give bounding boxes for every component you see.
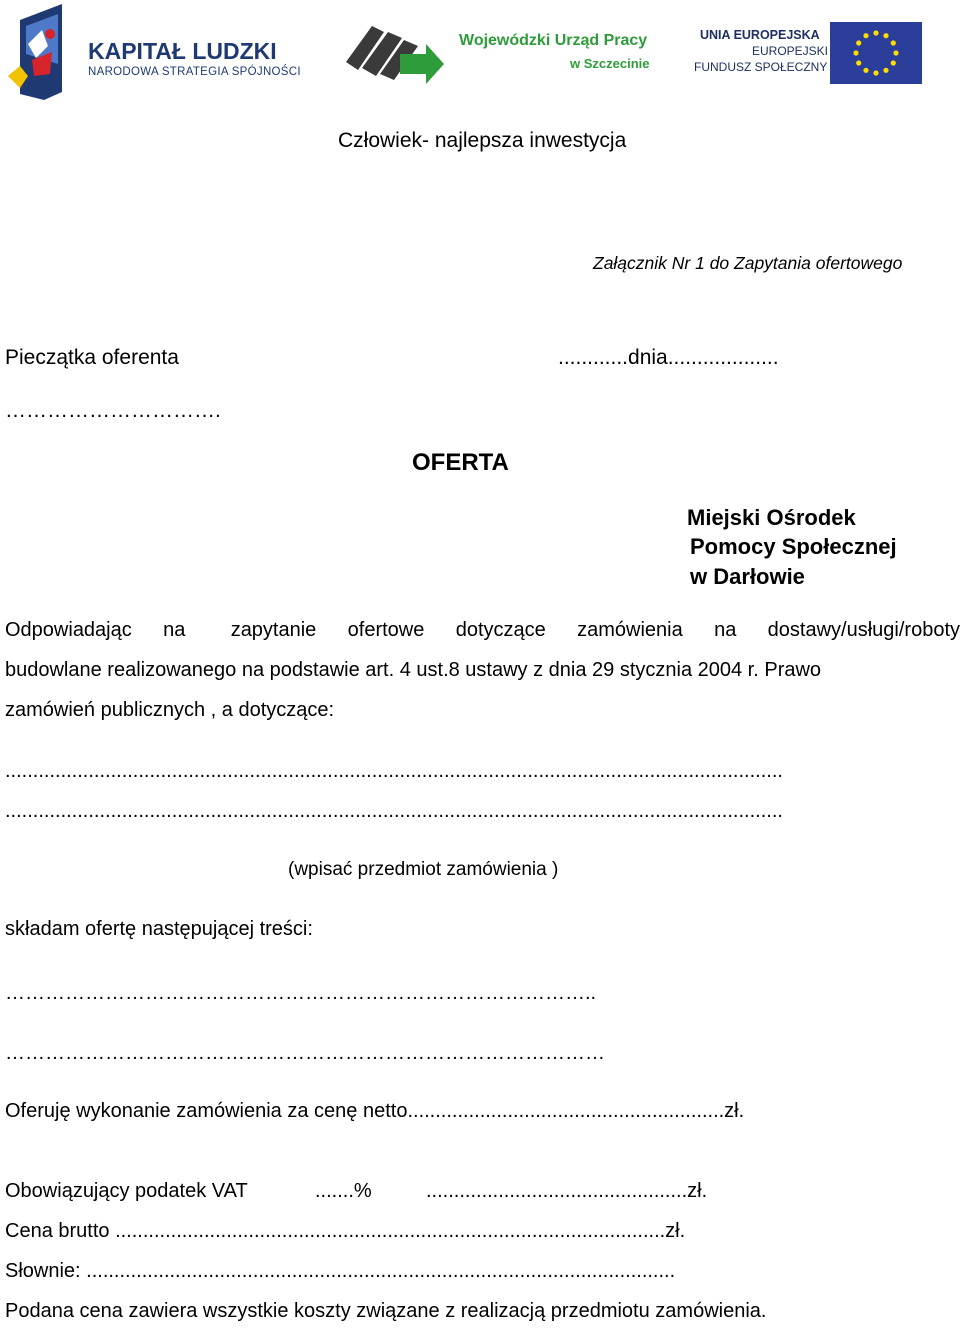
stamp-dots: …………………………. (5, 399, 221, 422)
subject-hint: (wpisać przedmiot zamówienia ) (288, 859, 559, 880)
offer-content-label: składam ofertę następującej treści: (5, 918, 313, 940)
wup-name: Wojewódzki Urząd Pracy (459, 32, 648, 49)
eu-fund-label-1: EUROPEJSKI (752, 44, 829, 58)
eu-union-label: UNIA EUROPEJSKA (700, 28, 820, 42)
vat-percent: .......% (315, 1180, 372, 1202)
intro-word: zapytanie (230, 619, 317, 641)
intro-line-1 (5, 617, 960, 643)
vat-amount: ...............................................zł. (426, 1180, 708, 1202)
intro-word: dostawy/usługi/roboty (767, 619, 960, 641)
intro-word: na (163, 619, 186, 641)
annex-label: Załącznik Nr 1 do Zapytania ofertowego (593, 253, 903, 273)
intro-word: ofertowe (347, 619, 425, 641)
kapital-ludzki-emblem-icon (6, 4, 66, 100)
intro-line-2: budowlane realizowanego na podstawie art. 4 ust.8 ustawy z dnia 29 stycznia 2004 r. Prawo (5, 659, 822, 681)
content-dots-1: …………………………………………………………………………….. (5, 982, 597, 1004)
wup-emblem-icon (344, 18, 444, 84)
subject-dots-2: ............................................................................................................................................ (5, 800, 783, 822)
vat-label: Obowiązujący podatek VAT (5, 1180, 248, 1202)
subject-dots-1: ............................................................................................................................................ (5, 760, 783, 782)
intro-word: zamówienia (577, 619, 683, 641)
intro-word: dotyczące (455, 619, 546, 641)
eu-fund-label-2: FUNDUSZ SPOŁECZNY (694, 60, 828, 74)
date-line: ............dnia................... (558, 346, 779, 369)
wup-city: w Szczecinie (570, 56, 650, 71)
eu-flag-icon (830, 22, 922, 84)
recipient-line-3: w Darłowie (690, 564, 805, 589)
kapital-ludzki-subtitle: NARODOWA STRATEGIA SPÓJNOŚCI (88, 66, 301, 78)
stamp-label: Pieczątka oferenta (5, 346, 179, 369)
kapital-ludzki-logo (6, 4, 306, 100)
cost-note: Podana cena zawiera wszystkie koszty związane z realizacją przedmiotu zamówienia. (5, 1300, 767, 1322)
wup-logo (344, 18, 654, 88)
recipient-line-1: Miejski Ośrodek (687, 505, 856, 530)
offer-title: OFERTA (412, 449, 509, 476)
net-price-line: Oferuję wykonanie zamówienia za cenę netto.........................................................zł. (5, 1100, 745, 1122)
eu-logo (694, 20, 924, 86)
content-dots-2: ……………………………………………………………………………… (5, 1042, 605, 1064)
kapital-ludzki-title: KAPITAŁ LUDZKI (88, 38, 277, 64)
slogan: Człowiek- najlepsza inwestycja (338, 129, 627, 152)
intro-line-3: zamówień publicznych , a dotyczące: (5, 699, 335, 721)
recipient-line-2: Pomocy Społecznej (690, 534, 897, 559)
amount-in-words-line: Słownie: .......................................................................................................... (5, 1260, 676, 1282)
gross-price-line: Cena brutto ...................................................................................................zł. (5, 1220, 686, 1242)
intro-word: Odpowiadając (5, 619, 132, 641)
intro-word: na (714, 619, 737, 641)
